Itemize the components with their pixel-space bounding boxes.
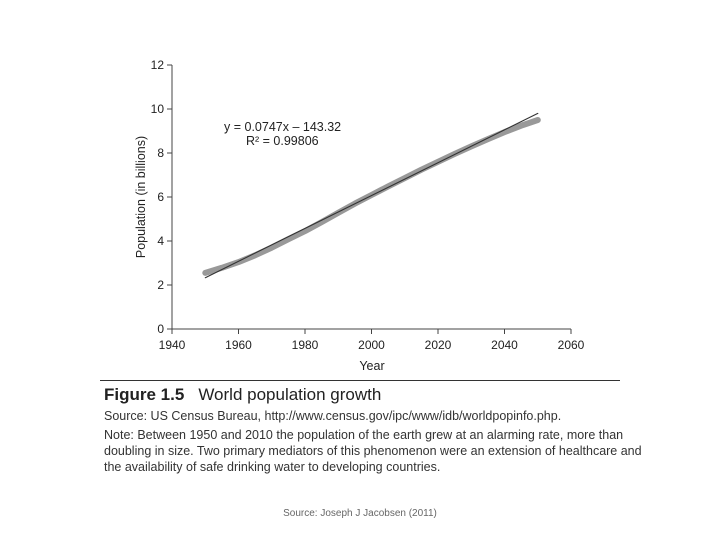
y-tick-label: 0 (157, 322, 164, 336)
source-credit: Source: Joseph J Jacobsen (2011) (283, 508, 437, 519)
r-squared: R² = 0.99806 (246, 134, 319, 148)
x-tick-label: 2020 (424, 338, 452, 352)
x-tick-label: 1980 (291, 338, 319, 352)
x-tick-label: 2000 (358, 338, 385, 352)
figure-caption (104, 385, 644, 475)
y-tick-label: 6 (157, 190, 164, 204)
y-tick-label: 10 (150, 102, 164, 116)
x-tick-label: 2060 (557, 338, 585, 352)
caption-note: Note: Between 1950 and 2010 the population of the earth grew at an alarming rate, more than doubling in size. Two primary mediators of this phenomenon were an extension of healthcare and the availability of safe drinking water to developing countries. (104, 428, 642, 474)
y-tick-label: 2 (157, 278, 164, 292)
y-tick-label: 12 (150, 58, 164, 72)
y-ticks (151, 58, 172, 336)
y-tick-label: 4 (157, 234, 164, 248)
figure-number: Figure 1.5 (104, 385, 185, 404)
x-tick-label: 2040 (491, 338, 518, 352)
x-tick-label: 1960 (225, 338, 252, 352)
caption-source: Source: US Census Bureau, http://www.census.gov/ipc/www/idb/worldpopinfo.php. (104, 409, 562, 423)
x-axis-label: Year (359, 359, 385, 373)
caption-heading (104, 385, 644, 405)
figure-title: World population growth (198, 385, 382, 404)
y-tick-label: 8 (157, 146, 164, 160)
fit-equation: y = 0.0747x – 143.32 (224, 120, 342, 134)
y-axis-label: Population (in billions) (134, 135, 148, 259)
x-tick-label: 1940 (158, 338, 186, 352)
x-ticks (159, 329, 585, 352)
caption-rule (100, 380, 620, 381)
